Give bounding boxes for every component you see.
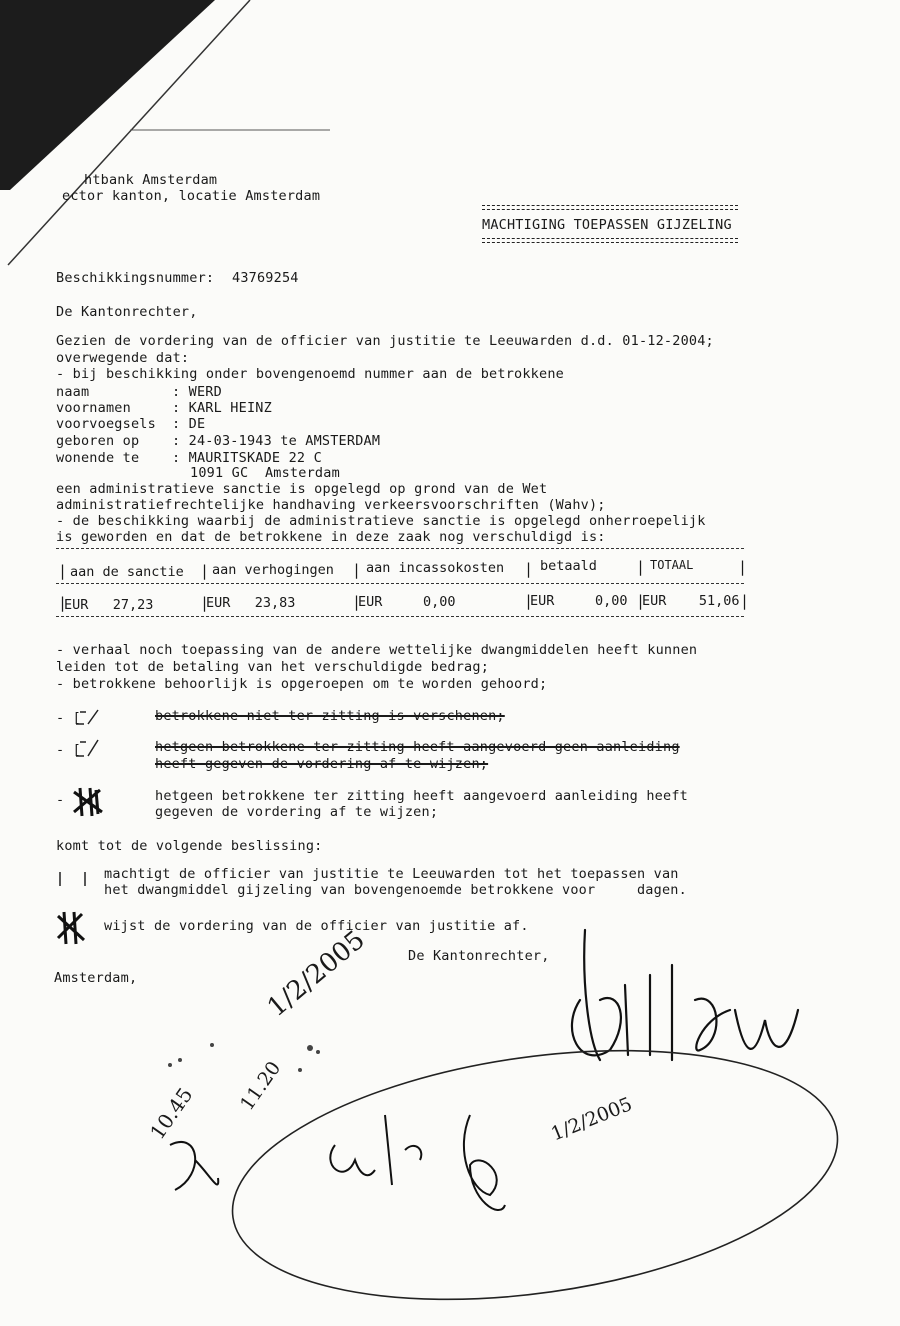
header-increases: aan verhogingen — [212, 562, 334, 578]
checkbox-4-empty — [60, 872, 85, 886]
handwritten-time-2: 11.20 — [236, 1057, 286, 1115]
salutation: De Kantonrechter, — [56, 304, 198, 320]
decision-1-line-2: het dwangmiddel gijzeling van bovengenoemde betrokkene voor dagen. — [104, 882, 687, 898]
intro-line-1: Gezien de vordering van de officier van justitie te Leeuwarden d.d. 01-12-2004; — [56, 333, 714, 349]
faint-stamp-dots — [168, 1043, 320, 1072]
reference-number: 43769254 — [232, 270, 299, 286]
handwritten-ellipse — [217, 1016, 854, 1326]
table-rule-top — [56, 548, 744, 549]
option-1-text: betrokkene niet ter zitting is verschenen; — [155, 708, 505, 724]
scan-shadow-corner — [0, 0, 218, 190]
signature-place: Amsterdam, — [54, 970, 138, 986]
decision-1-line-1: machtigt de officier van justitie te Leeuwarden tot het toepassen van — [104, 866, 679, 882]
address-line-1: : MAURITSKADE 22 C — [172, 450, 322, 466]
header-paid: betaald — [540, 558, 597, 574]
address-label: wonende te — [56, 450, 140, 466]
option-3-text-1: hetgeen betrokkene ter zitting heeft aangevoerd aanleiding heeft — [155, 788, 688, 804]
decision-intro: komt tot de volgende beslissing: — [56, 838, 323, 854]
handwritten-time-1: 10.45 — [145, 1083, 198, 1144]
initials-scribble-3 — [464, 1115, 505, 1210]
sanction-line-4: is geworden en dat de betrokkene in deze zaak nog verschuldigd is: — [56, 529, 606, 545]
option-3-text-2: gegeven de vordering af te wijzen; — [155, 804, 439, 820]
address-line-2: 1091 GC Amsterdam — [190, 465, 340, 481]
header-collection-costs: aan incassokosten — [366, 560, 505, 576]
value-paid: EUR 0,00 — [530, 593, 628, 609]
table-sep: | — [58, 594, 68, 612]
consideration-line-2: leiden tot de betaling van het verschuldigde bedrag; — [56, 659, 490, 675]
firstname-label: voornamen — [56, 400, 131, 416]
name-value: : WERD — [172, 384, 222, 400]
firstname-value: : KARL HEINZ — [172, 400, 272, 416]
reference-label: Beschikkingsnummer: — [56, 270, 215, 286]
prefix-value: : DE — [172, 416, 206, 432]
option-2-text-2: heeft gegeven de vordering af te wijzen; — [155, 756, 489, 772]
header-sanction: aan de sanctie — [70, 564, 184, 580]
consideration-line-1: - verhaal noch toepassing van de andere wettelijke dwangmiddelen heeft kunnen — [56, 642, 698, 658]
sanction-line-1: een administratieve sanctie is opgelegd op grond van de Wet — [56, 481, 548, 497]
table-rule-mid — [56, 583, 744, 584]
option-3-dash: - — [56, 792, 65, 808]
table-sep: | — [524, 560, 534, 578]
sanction-line-3: - de beschikking waarbij de administratieve sanctie is opgelegd onherroepelijk — [56, 513, 706, 529]
value-collection-costs: EUR 0,00 — [358, 594, 456, 610]
initials-scribble-2 — [330, 1115, 421, 1185]
value-increases: EUR 23,83 — [206, 595, 296, 611]
option-1-dash: - [ — [56, 710, 81, 726]
birth-value: : 24-03-1943 te AMSTERDAM — [172, 433, 381, 449]
handwritten-date-1: 1/2/2005 — [262, 924, 371, 1023]
value-sanction: EUR 27,23 — [64, 597, 154, 613]
option-2-text-1: hetgeen betrokkene ter zitting heeft aangevoerd geen aanleiding — [155, 739, 680, 755]
table-sep: | — [58, 562, 68, 580]
handwritten-date-2: 1/2/2005 — [548, 1093, 636, 1146]
signature-title: De Kantonrechter, — [408, 948, 550, 964]
prefix-label: voorvoegsels — [56, 416, 156, 432]
value-total: EUR 51,06 — [642, 593, 740, 609]
name-label: naam — [56, 384, 90, 400]
table-sep: | — [352, 593, 362, 611]
initials-scribble-1 — [170, 1142, 218, 1190]
option-2-dash: - [ — [56, 742, 81, 758]
judge-signature — [572, 930, 798, 1060]
intro-line-2: overwegende dat: — [56, 350, 190, 366]
checkbox-3-filled — [74, 788, 102, 816]
table-sep: | — [200, 562, 210, 580]
title-rule-bottom — [482, 238, 738, 243]
decision-2: wijst de vordering van de officier van justitie af. — [104, 918, 529, 934]
table-sep: | — [738, 558, 748, 576]
table-sep: | — [352, 561, 362, 579]
table-sep: | — [740, 592, 750, 610]
court-sector: ector kanton, locatie Amsterdam — [62, 188, 321, 204]
title-rule-top — [482, 205, 738, 210]
court-name: htbank Amsterdam — [84, 172, 218, 188]
consideration-line-3: - betrokkene behoorlijk is opgeroepen om te worden gehoord; — [56, 676, 548, 692]
intro-line-3: - bij beschikking onder bovengenoemd nummer aan de betrokkene — [56, 366, 564, 382]
table-sep: | — [524, 592, 534, 610]
header-total: TOTAAL — [650, 558, 694, 572]
table-sep: | — [200, 594, 210, 612]
checkbox-5-filled — [58, 912, 84, 944]
table-sep: | — [636, 558, 646, 576]
document-title: MACHTIGING TOEPASSEN GIJZELING — [482, 217, 732, 233]
table-rule-bottom — [56, 616, 744, 617]
birth-label: geboren op — [56, 433, 140, 449]
sanction-line-2: administratiefrechtelijke handhaving verkeersvoorschriften (Wahv); — [56, 497, 606, 513]
table-sep: | — [636, 592, 646, 610]
